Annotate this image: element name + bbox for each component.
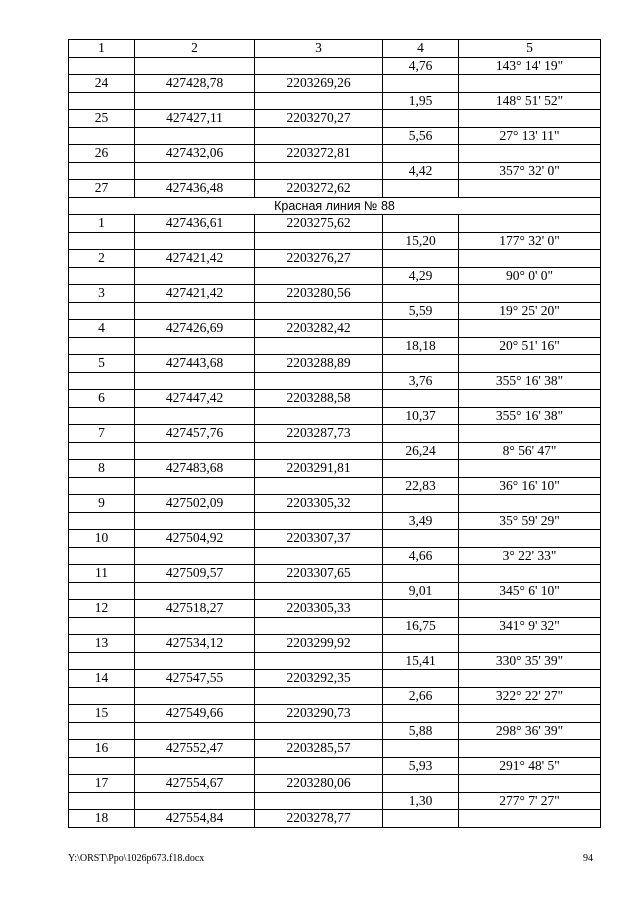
empty-cell bbox=[383, 530, 459, 548]
empty-cell bbox=[459, 600, 601, 618]
point-number: 6 bbox=[69, 390, 135, 408]
direction-angle: 143° 14' 19" bbox=[459, 57, 601, 75]
empty-cell bbox=[383, 145, 459, 163]
point-number: 14 bbox=[69, 670, 135, 688]
direction-angle: 341° 9' 32" bbox=[459, 617, 601, 635]
segment-length: 3,76 bbox=[383, 372, 459, 390]
empty-cell bbox=[383, 75, 459, 93]
point-number: 25 bbox=[69, 110, 135, 128]
empty-cell bbox=[69, 267, 135, 285]
coord-y: 2203291,81 bbox=[255, 460, 383, 478]
empty-cell bbox=[69, 687, 135, 705]
segment-length: 1,95 bbox=[383, 92, 459, 110]
segment-row bbox=[69, 162, 601, 180]
empty-cell bbox=[135, 792, 255, 810]
empty-cell bbox=[383, 250, 459, 268]
segment-length: 2,66 bbox=[383, 687, 459, 705]
empty-cell bbox=[255, 127, 383, 145]
empty-cell bbox=[255, 722, 383, 740]
empty-cell bbox=[459, 250, 601, 268]
empty-cell bbox=[459, 320, 601, 338]
coord-y: 2203278,77 bbox=[255, 810, 383, 828]
segment-length: 1,30 bbox=[383, 792, 459, 810]
coord-x: 427426,69 bbox=[135, 320, 255, 338]
empty-cell bbox=[135, 162, 255, 180]
point-number: 1 bbox=[69, 215, 135, 233]
point-number: 15 bbox=[69, 705, 135, 723]
point-number: 18 bbox=[69, 810, 135, 828]
coord-x: 427549,66 bbox=[135, 705, 255, 723]
empty-cell bbox=[69, 512, 135, 530]
empty-cell bbox=[69, 92, 135, 110]
empty-cell bbox=[459, 670, 601, 688]
coord-x: 427421,42 bbox=[135, 250, 255, 268]
point-row bbox=[69, 810, 601, 828]
coord-x: 427447,42 bbox=[135, 390, 255, 408]
empty-cell bbox=[135, 92, 255, 110]
point-row bbox=[69, 530, 601, 548]
coord-y: 2203292,35 bbox=[255, 670, 383, 688]
point-number: 5 bbox=[69, 355, 135, 373]
point-number: 13 bbox=[69, 635, 135, 653]
direction-angle: 357° 32' 0" bbox=[459, 162, 601, 180]
empty-cell bbox=[69, 302, 135, 320]
point-number: 27 bbox=[69, 180, 135, 198]
segment-length: 4,66 bbox=[383, 547, 459, 565]
segment-length: 5,88 bbox=[383, 722, 459, 740]
direction-angle: 177° 32' 0" bbox=[459, 232, 601, 250]
coord-x: 427509,57 bbox=[135, 565, 255, 583]
direction-angle: 330° 35' 39" bbox=[459, 652, 601, 670]
empty-cell bbox=[135, 302, 255, 320]
segment-length: 5,59 bbox=[383, 302, 459, 320]
coord-x: 427554,84 bbox=[135, 810, 255, 828]
segment-length: 4,76 bbox=[383, 57, 459, 75]
segment-length: 22,83 bbox=[383, 477, 459, 495]
empty-cell bbox=[135, 442, 255, 460]
point-row bbox=[69, 425, 601, 443]
empty-cell bbox=[255, 337, 383, 355]
coord-x: 427552,47 bbox=[135, 740, 255, 758]
direction-angle: 27° 13' 11" bbox=[459, 127, 601, 145]
coord-x: 427518,27 bbox=[135, 600, 255, 618]
coord-x: 427432,06 bbox=[135, 145, 255, 163]
point-row bbox=[69, 705, 601, 723]
segment-row bbox=[69, 757, 601, 775]
segment-row bbox=[69, 687, 601, 705]
segment-row bbox=[69, 792, 601, 810]
empty-cell bbox=[135, 582, 255, 600]
point-number: 26 bbox=[69, 145, 135, 163]
coord-y: 2203282,42 bbox=[255, 320, 383, 338]
point-number: 17 bbox=[69, 775, 135, 793]
header-cell-5: 5 bbox=[459, 40, 601, 58]
point-row bbox=[69, 145, 601, 163]
header-cell-3: 3 bbox=[255, 40, 383, 58]
empty-cell bbox=[255, 162, 383, 180]
empty-cell bbox=[69, 617, 135, 635]
coord-x: 427427,11 bbox=[135, 110, 255, 128]
empty-cell bbox=[459, 775, 601, 793]
segment-length: 5,93 bbox=[383, 757, 459, 775]
coord-y: 2203290,73 bbox=[255, 705, 383, 723]
empty-cell bbox=[255, 547, 383, 565]
empty-cell bbox=[135, 722, 255, 740]
segment-length: 4,42 bbox=[383, 162, 459, 180]
coord-x: 427534,12 bbox=[135, 635, 255, 653]
empty-cell bbox=[255, 57, 383, 75]
coord-y: 2203307,65 bbox=[255, 565, 383, 583]
empty-cell bbox=[255, 792, 383, 810]
empty-cell bbox=[459, 355, 601, 373]
coord-y: 2203269,26 bbox=[255, 75, 383, 93]
empty-cell bbox=[135, 267, 255, 285]
point-number: 9 bbox=[69, 495, 135, 513]
empty-cell bbox=[135, 477, 255, 495]
header-cell-2: 2 bbox=[135, 40, 255, 58]
coord-x: 427483,68 bbox=[135, 460, 255, 478]
direction-angle: 277° 7' 27" bbox=[459, 792, 601, 810]
table-header-row bbox=[69, 40, 601, 58]
point-number: 10 bbox=[69, 530, 135, 548]
empty-cell bbox=[383, 180, 459, 198]
direction-angle: 148° 51' 52" bbox=[459, 92, 601, 110]
section-title-row bbox=[69, 197, 601, 215]
segment-length: 9,01 bbox=[383, 582, 459, 600]
direction-angle: 35° 59' 29" bbox=[459, 512, 601, 530]
point-row bbox=[69, 775, 601, 793]
empty-cell bbox=[255, 372, 383, 390]
segment-length: 10,37 bbox=[383, 407, 459, 425]
segment-row bbox=[69, 57, 601, 75]
coord-y: 2203270,27 bbox=[255, 110, 383, 128]
coord-y: 2203280,56 bbox=[255, 285, 383, 303]
empty-cell bbox=[135, 57, 255, 75]
empty-cell bbox=[383, 635, 459, 653]
point-row bbox=[69, 75, 601, 93]
empty-cell bbox=[459, 110, 601, 128]
empty-cell bbox=[459, 285, 601, 303]
coord-y: 2203276,27 bbox=[255, 250, 383, 268]
empty-cell bbox=[69, 477, 135, 495]
point-row bbox=[69, 635, 601, 653]
empty-cell bbox=[459, 425, 601, 443]
direction-angle: 8° 56' 47" bbox=[459, 442, 601, 460]
empty-cell bbox=[459, 215, 601, 233]
section-title: Красная линия № 88 bbox=[69, 197, 601, 215]
empty-cell bbox=[459, 180, 601, 198]
direction-angle: 3° 22' 33" bbox=[459, 547, 601, 565]
direction-angle: 322° 22' 27" bbox=[459, 687, 601, 705]
segment-row bbox=[69, 442, 601, 460]
point-row bbox=[69, 670, 601, 688]
point-number: 16 bbox=[69, 740, 135, 758]
empty-cell bbox=[135, 547, 255, 565]
point-number: 3 bbox=[69, 285, 135, 303]
point-row bbox=[69, 390, 601, 408]
coord-y: 2203288,58 bbox=[255, 390, 383, 408]
empty-cell bbox=[135, 512, 255, 530]
point-number: 11 bbox=[69, 565, 135, 583]
empty-cell bbox=[383, 390, 459, 408]
empty-cell bbox=[255, 302, 383, 320]
coord-y: 2203288,89 bbox=[255, 355, 383, 373]
empty-cell bbox=[383, 355, 459, 373]
empty-cell bbox=[255, 757, 383, 775]
segment-row bbox=[69, 582, 601, 600]
coord-y: 2203299,92 bbox=[255, 635, 383, 653]
empty-cell bbox=[383, 425, 459, 443]
empty-cell bbox=[135, 407, 255, 425]
empty-cell bbox=[383, 215, 459, 233]
empty-cell bbox=[459, 565, 601, 583]
empty-cell bbox=[69, 652, 135, 670]
empty-cell bbox=[383, 810, 459, 828]
coord-y: 2203275,62 bbox=[255, 215, 383, 233]
coord-y: 2203307,37 bbox=[255, 530, 383, 548]
point-row bbox=[69, 285, 601, 303]
coord-x: 427443,68 bbox=[135, 355, 255, 373]
empty-cell bbox=[459, 145, 601, 163]
segment-row bbox=[69, 512, 601, 530]
segment-row bbox=[69, 372, 601, 390]
empty-cell bbox=[135, 617, 255, 635]
segment-row bbox=[69, 652, 601, 670]
empty-cell bbox=[69, 57, 135, 75]
empty-cell bbox=[69, 162, 135, 180]
empty-cell bbox=[255, 652, 383, 670]
empty-cell bbox=[69, 232, 135, 250]
empty-cell bbox=[383, 600, 459, 618]
coord-x: 427436,61 bbox=[135, 215, 255, 233]
empty-cell bbox=[459, 705, 601, 723]
empty-cell bbox=[69, 372, 135, 390]
coordinates-table bbox=[68, 39, 601, 828]
point-number: 4 bbox=[69, 320, 135, 338]
segment-row bbox=[69, 337, 601, 355]
empty-cell bbox=[255, 617, 383, 635]
empty-cell bbox=[459, 495, 601, 513]
empty-cell bbox=[383, 670, 459, 688]
point-row bbox=[69, 215, 601, 233]
coord-x: 427436,48 bbox=[135, 180, 255, 198]
empty-cell bbox=[69, 547, 135, 565]
empty-cell bbox=[69, 442, 135, 460]
empty-cell bbox=[383, 110, 459, 128]
empty-cell bbox=[383, 565, 459, 583]
segment-row bbox=[69, 407, 601, 425]
segment-length: 4,29 bbox=[383, 267, 459, 285]
empty-cell bbox=[255, 232, 383, 250]
segment-length: 15,20 bbox=[383, 232, 459, 250]
header-cell-4: 4 bbox=[383, 40, 459, 58]
empty-cell bbox=[69, 722, 135, 740]
footer-file-path: Y:\ORST\Ppo\1026p673.f18.docx bbox=[68, 853, 205, 864]
empty-cell bbox=[135, 337, 255, 355]
point-row bbox=[69, 320, 601, 338]
coord-x: 427504,92 bbox=[135, 530, 255, 548]
empty-cell bbox=[383, 775, 459, 793]
coord-x: 427502,09 bbox=[135, 495, 255, 513]
segment-length: 26,24 bbox=[383, 442, 459, 460]
empty-cell bbox=[383, 495, 459, 513]
coord-y: 2203287,73 bbox=[255, 425, 383, 443]
empty-cell bbox=[69, 792, 135, 810]
point-row bbox=[69, 460, 601, 478]
point-number: 2 bbox=[69, 250, 135, 268]
direction-angle: 20° 51' 16" bbox=[459, 337, 601, 355]
empty-cell bbox=[255, 687, 383, 705]
empty-cell bbox=[69, 337, 135, 355]
empty-cell bbox=[383, 705, 459, 723]
empty-cell bbox=[459, 75, 601, 93]
point-number: 24 bbox=[69, 75, 135, 93]
coord-y: 2203285,57 bbox=[255, 740, 383, 758]
segment-row bbox=[69, 302, 601, 320]
segment-row bbox=[69, 267, 601, 285]
empty-cell bbox=[459, 390, 601, 408]
direction-angle: 355° 16' 38" bbox=[459, 372, 601, 390]
point-row bbox=[69, 110, 601, 128]
point-row bbox=[69, 355, 601, 373]
direction-angle: 90° 0' 0" bbox=[459, 267, 601, 285]
coord-y: 2203280,06 bbox=[255, 775, 383, 793]
empty-cell bbox=[459, 460, 601, 478]
coord-x: 427554,67 bbox=[135, 775, 255, 793]
empty-cell bbox=[135, 372, 255, 390]
empty-cell bbox=[255, 582, 383, 600]
segment-row bbox=[69, 127, 601, 145]
segment-length: 16,75 bbox=[383, 617, 459, 635]
empty-cell bbox=[255, 477, 383, 495]
segment-row bbox=[69, 547, 601, 565]
segment-length: 15,41 bbox=[383, 652, 459, 670]
empty-cell bbox=[459, 635, 601, 653]
segment-row bbox=[69, 617, 601, 635]
page-number: 94 bbox=[583, 853, 593, 864]
segment-length: 3,49 bbox=[383, 512, 459, 530]
segment-row bbox=[69, 477, 601, 495]
point-row bbox=[69, 600, 601, 618]
segment-row bbox=[69, 232, 601, 250]
coord-y: 2203272,62 bbox=[255, 180, 383, 198]
header-cell-1: 1 bbox=[69, 40, 135, 58]
empty-cell bbox=[459, 530, 601, 548]
empty-cell bbox=[255, 92, 383, 110]
empty-cell bbox=[459, 740, 601, 758]
coord-x: 427421,42 bbox=[135, 285, 255, 303]
empty-cell bbox=[255, 442, 383, 460]
empty-cell bbox=[69, 127, 135, 145]
point-row bbox=[69, 565, 601, 583]
point-row bbox=[69, 495, 601, 513]
direction-angle: 19° 25' 20" bbox=[459, 302, 601, 320]
coord-x: 427428,78 bbox=[135, 75, 255, 93]
empty-cell bbox=[135, 232, 255, 250]
empty-cell bbox=[255, 407, 383, 425]
point-row bbox=[69, 740, 601, 758]
coord-y: 2203272,81 bbox=[255, 145, 383, 163]
direction-angle: 345° 6' 10" bbox=[459, 582, 601, 600]
empty-cell bbox=[383, 320, 459, 338]
point-row bbox=[69, 250, 601, 268]
segment-row bbox=[69, 722, 601, 740]
empty-cell bbox=[459, 810, 601, 828]
empty-cell bbox=[135, 652, 255, 670]
empty-cell bbox=[135, 127, 255, 145]
empty-cell bbox=[383, 740, 459, 758]
empty-cell bbox=[383, 460, 459, 478]
direction-angle: 298° 36' 39" bbox=[459, 722, 601, 740]
point-row bbox=[69, 180, 601, 198]
empty-cell bbox=[255, 267, 383, 285]
coord-x: 427547,55 bbox=[135, 670, 255, 688]
coord-x: 427457,76 bbox=[135, 425, 255, 443]
empty-cell bbox=[135, 687, 255, 705]
segment-row bbox=[69, 92, 601, 110]
segment-length: 5,56 bbox=[383, 127, 459, 145]
empty-cell bbox=[69, 407, 135, 425]
empty-cell bbox=[135, 757, 255, 775]
point-number: 7 bbox=[69, 425, 135, 443]
segment-length: 18,18 bbox=[383, 337, 459, 355]
empty-cell bbox=[255, 512, 383, 530]
coord-y: 2203305,32 bbox=[255, 495, 383, 513]
empty-cell bbox=[69, 582, 135, 600]
coord-y: 2203305,33 bbox=[255, 600, 383, 618]
direction-angle: 291° 48' 5" bbox=[459, 757, 601, 775]
direction-angle: 36° 16' 10" bbox=[459, 477, 601, 495]
point-number: 8 bbox=[69, 460, 135, 478]
direction-angle: 355° 16' 38" bbox=[459, 407, 601, 425]
point-number: 12 bbox=[69, 600, 135, 618]
empty-cell bbox=[383, 285, 459, 303]
empty-cell bbox=[69, 757, 135, 775]
